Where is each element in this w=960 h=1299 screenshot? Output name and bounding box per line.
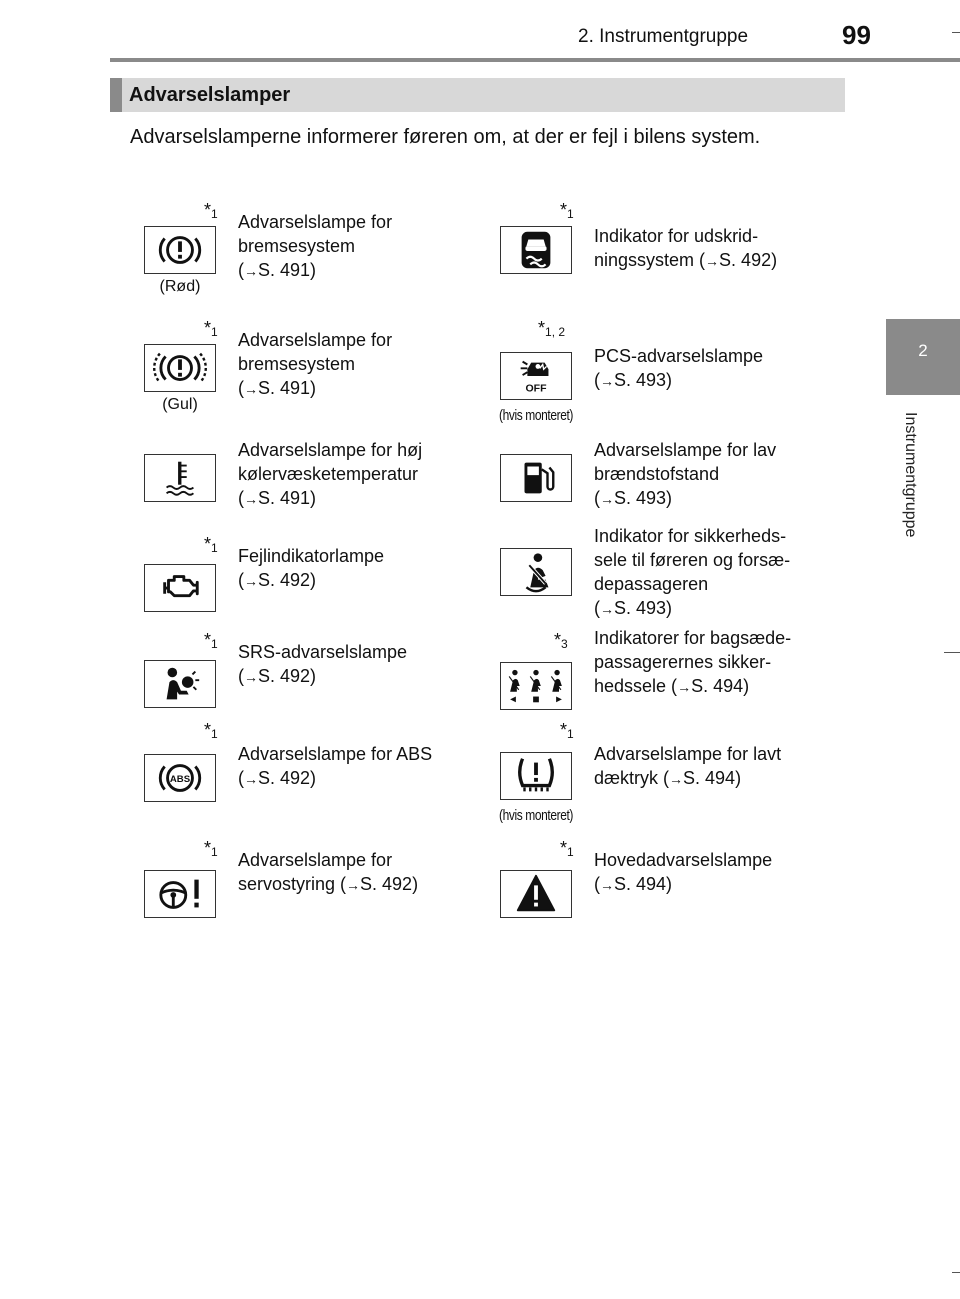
icon-frame <box>144 454 216 502</box>
icon-caption: (hvis monteret) <box>498 406 574 424</box>
fuel-pump-icon <box>501 455 571 501</box>
page-reference[interactable]: S. 493 <box>614 370 667 390</box>
footnote-marker: $*_1$ <box>204 200 218 221</box>
running-header-title: 2. Instrumentgruppe <box>578 26 749 47</box>
lamp-entry-brake-red <box>130 200 480 310</box>
lamp-description: Advarselslampe for lav brændstofstand (→S. 493) <box>594 440 777 508</box>
brake-warning-icon <box>145 227 215 273</box>
lamp-description: SRS-advarselslampe (→S. 492) <box>238 642 408 686</box>
footnote-marker: $*_1$ <box>560 720 574 741</box>
icon-frame <box>144 754 216 802</box>
abs-warning-icon <box>145 755 215 801</box>
lamp-entry-brake-yellow <box>130 318 480 428</box>
coolant-temperature-icon <box>145 455 215 501</box>
arrow-icon: → <box>677 679 692 695</box>
lamp-description: Advarselslampe for bremsesystem (→S. 491) <box>238 212 393 280</box>
arrow-icon: → <box>705 253 720 269</box>
chapter-tab <box>886 319 960 395</box>
lamp-entry-steering <box>130 838 480 948</box>
crop-mark <box>952 1272 960 1273</box>
icon-frame <box>144 564 216 612</box>
lamp-entry-coolant <box>130 428 480 538</box>
arrow-icon: → <box>669 771 684 787</box>
tire-pressure-icon <box>501 753 571 799</box>
icon-frame <box>144 660 216 708</box>
page-reference[interactable]: S. 491 <box>258 378 311 398</box>
icon-frame <box>144 226 216 274</box>
page-reference[interactable]: S. 494 <box>614 874 667 894</box>
footnote-marker: $*_{1, 2}$ <box>538 318 566 339</box>
footnote-marker: $*_1$ <box>204 630 218 651</box>
page-reference[interactable]: S. 492 <box>258 666 311 686</box>
lamp-description: Fejlindikatorlampe (→S. 492) <box>238 546 385 590</box>
lamp-description: Indikator for sikkerheds- sele til føreren og forsæ- depassageren (→S. 493) <box>594 526 791 618</box>
footnote-marker: $*_1$ <box>204 720 218 741</box>
section-heading: Advarselslamper <box>129 84 291 106</box>
arrow-icon: → <box>244 381 258 397</box>
lamp-entry-tire <box>486 720 836 830</box>
icon-frame <box>144 344 216 392</box>
power-steering-icon <box>145 871 215 917</box>
page-reference[interactable]: S. 492 <box>258 570 311 590</box>
header-rule <box>110 58 960 62</box>
lamp-entry-pcs <box>486 318 836 428</box>
icon-frame <box>500 352 572 400</box>
master-warning-icon <box>501 871 571 917</box>
section-intro: Advarselslamperne informerer føreren om, at der er fejl i bilens system. <box>130 126 761 148</box>
arrow-icon: → <box>600 601 614 617</box>
lamp-description: Advarselslampe for servostyring (→S. 492) <box>238 850 419 894</box>
page-reference[interactable]: S. 494 <box>691 676 744 696</box>
pcs-off-label: OFF <box>525 382 547 395</box>
page-reference[interactable]: S. 492 <box>719 250 772 270</box>
lamp-description: Advarselslampe for lavt dæktryk (→S. 494) <box>594 744 782 788</box>
lamp-description: Advarselslampe for bremsesystem (→S. 491) <box>238 330 393 398</box>
page-reference[interactable]: S. 492 <box>360 874 413 894</box>
engine-check-icon <box>145 565 215 611</box>
seatbelt-reminder-icon <box>501 549 571 595</box>
lamp-entry-lane <box>486 200 836 310</box>
footnote-marker: $*_3$ <box>554 630 568 651</box>
abs-label: ABS <box>169 773 191 785</box>
footnote-marker: $*_1$ <box>560 838 574 859</box>
section-heading-accent <box>110 78 122 112</box>
page-reference[interactable]: S. 491 <box>258 488 311 508</box>
footnote-marker: $*_1$ <box>560 200 574 221</box>
icon-frame <box>500 870 572 918</box>
icon-caption: (Rød) <box>159 278 201 295</box>
page-number: 99 <box>842 20 871 50</box>
icon-frame <box>500 226 572 274</box>
arrow-icon: → <box>244 573 258 589</box>
icon-caption: (Gul) <box>162 396 198 413</box>
crop-mark <box>944 652 960 653</box>
icon-caption: (hvis monteret) <box>498 806 574 824</box>
lamp-entry-fuel <box>486 428 836 538</box>
lamp-description: PCS-advarselslampe (→S. 493) <box>594 346 764 390</box>
page-reference[interactable]: S. 493 <box>614 488 667 508</box>
footnote-marker: $*_1$ <box>204 318 218 339</box>
icon-frame <box>500 454 572 502</box>
lamp-entry-master <box>486 838 836 948</box>
chapter-number: 2 <box>918 341 928 360</box>
page-reference[interactable]: S. 491 <box>258 260 311 280</box>
lamp-description: Hovedadvarselslampe (→S. 494) <box>594 850 773 894</box>
rear-seatbelt-indicators-icon <box>501 663 571 709</box>
icon-frame <box>500 752 572 800</box>
slip-indicator-icon <box>501 227 571 273</box>
lamp-entry-engine <box>130 534 480 644</box>
lamp-description: Indikatorer for bagsæde- passagerernes sikker- hedssele (→S. 494) <box>594 628 792 696</box>
airbag-srs-icon <box>145 661 215 707</box>
arrow-icon: → <box>244 669 258 685</box>
section-heading-bar <box>110 78 845 112</box>
crop-mark <box>952 32 960 33</box>
arrow-icon: → <box>244 491 258 507</box>
lamp-description: Indikator for udskrid- ningssystem (→S. 492) <box>594 226 778 270</box>
footnote-marker: $*_1$ <box>204 838 218 859</box>
pcs-off-icon <box>501 353 571 399</box>
lamp-description: Advarselslampe for ABS (→S. 492) <box>238 744 433 788</box>
arrow-icon: → <box>244 771 258 787</box>
icon-frame <box>144 870 216 918</box>
arrow-icon: → <box>346 877 361 893</box>
footnote-marker: $*_1$ <box>204 534 218 555</box>
arrow-icon: → <box>600 491 614 507</box>
page-reference[interactable]: S. 492 <box>258 768 311 788</box>
arrow-icon: → <box>600 877 614 893</box>
page-reference[interactable]: S. 494 <box>683 768 736 788</box>
icon-frame <box>500 548 572 596</box>
icon-frame <box>500 662 572 710</box>
brake-system-icon <box>145 345 215 391</box>
lamp-entry-abs <box>130 720 480 830</box>
chapter-tab-label: Instrumentgruppe <box>902 412 919 538</box>
page-reference[interactable]: S. 493 <box>614 598 667 618</box>
arrow-icon: → <box>244 263 258 279</box>
lamp-description: Advarselslampe for høj kølervæsketemperatur (→S. 491) <box>238 440 423 508</box>
arrow-icon: → <box>600 373 614 389</box>
